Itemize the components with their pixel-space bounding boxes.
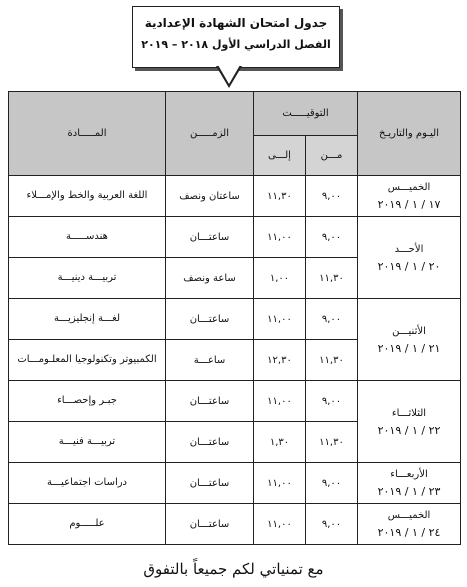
day-name: الأربعـــاء — [390, 469, 428, 480]
header-subject: المـــــادة — [9, 92, 166, 176]
exam-duration: ساعتـــان — [166, 422, 254, 463]
day-name: الأثنيـــن — [392, 325, 426, 337]
start-time: ٩,٠٠ — [306, 463, 358, 504]
exam-duration: ساعتـــان — [166, 299, 254, 340]
header-from: مـــن — [306, 136, 358, 176]
closing-note: مع تمنياتي لكم جميعاً بالتفوق — [143, 560, 324, 578]
exam-title: جدول امتحان الشهادة الإعدادية — [144, 16, 328, 30]
start-time: ٩,٠٠ — [306, 299, 358, 340]
start-time: ١١,٣٠ — [306, 340, 358, 381]
subject-name: هندســـــة — [9, 217, 166, 258]
end-time: ١١,٣٠ — [254, 176, 306, 217]
title-box — [132, 6, 340, 68]
start-time: ١١,٣٠ — [306, 258, 358, 299]
header-to: إلـــى — [254, 136, 306, 176]
subject-name: تربيـــة دينيـــة — [9, 258, 166, 299]
exam-date: ٢١ / ١ / ٢٠١٩ — [377, 341, 441, 355]
day-date-cell — [358, 504, 461, 545]
day-name: الأحـــد — [394, 243, 424, 255]
exam-date: ٢٠ / ١ / ٢٠١٩ — [377, 259, 441, 273]
start-time: ٩,٠٠ — [306, 176, 358, 217]
table-row — [9, 217, 461, 258]
table-row — [9, 381, 461, 422]
start-time: ٩,٠٠ — [306, 217, 358, 258]
day-date-cell — [358, 299, 461, 381]
exam-date: ٢٢ / ١ / ٢٠١٩ — [377, 423, 441, 437]
exam-duration: ساعـــة — [166, 340, 254, 381]
start-time: ١١,٣٠ — [306, 422, 358, 463]
end-time: ١١,٠٠ — [254, 299, 306, 340]
exam-duration: ساعتـــان — [166, 504, 254, 545]
subject-name: علـــــوم — [9, 504, 166, 545]
day-date-cell — [358, 217, 461, 299]
exam-duration: ساعة ونصف — [166, 258, 254, 299]
exam-duration: ساعتـــان — [166, 381, 254, 422]
exam-schedule-table — [8, 91, 461, 545]
day-name: الخميـــس — [387, 182, 431, 193]
end-time: ١,٠٠ — [254, 258, 306, 299]
header-duration: الزمـــــن — [166, 92, 254, 176]
day-date-cell — [358, 381, 461, 463]
table-row — [9, 176, 461, 217]
exam-duration: ساعتـــان — [166, 217, 254, 258]
end-time: ١,٣٠ — [254, 422, 306, 463]
subject-name: جبـر وإحصـــاء — [9, 381, 166, 422]
exam-subtitle: الفصل الدراسي الأول ٢٠١٨ – ٢٠١٩ — [141, 38, 331, 51]
exam-date: ١٧ / ١ / ٢٠١٩ — [377, 198, 441, 211]
subject-name: اللغة العربية والخط والإمـــلاء — [9, 176, 166, 217]
subject-name: الكمبيوتر وتكنولوجيا المعلـومـــات — [9, 340, 166, 381]
subject-name: تربيـــة فنيـــة — [9, 422, 166, 463]
schedule-body — [9, 176, 461, 545]
header-day-date: اليـوم والتاريـخ — [358, 92, 461, 176]
start-time: ٩,٠٠ — [306, 504, 358, 545]
day-date-cell — [358, 176, 461, 217]
exam-date: ٢٣ / ١ / ٢٠١٩ — [377, 485, 441, 498]
day-name: الخميـــس — [387, 510, 431, 521]
table-row — [9, 299, 461, 340]
exam-duration: ساعتـــان — [166, 463, 254, 504]
subject-name: لغـــة إنجليزيـــة — [9, 299, 166, 340]
exam-duration: ساعتان ونصف — [166, 176, 254, 217]
exam-date: ٢٤ / ١ / ٢٠١٩ — [377, 526, 441, 539]
end-time: ١١,٠٠ — [254, 381, 306, 422]
end-time: ١٢,٣٠ — [254, 340, 306, 381]
day-name: الثلاثـــاء — [391, 407, 427, 419]
header-timing: التوقيـــــت — [254, 92, 358, 136]
end-time: ١١,٠٠ — [254, 504, 306, 545]
end-time: ١١,٠٠ — [254, 217, 306, 258]
table-row — [9, 504, 461, 545]
table-row — [9, 463, 461, 504]
day-date-cell — [358, 463, 461, 504]
end-time: ١١,٠٠ — [254, 463, 306, 504]
subject-name: دراسات اجتماعيـــة — [9, 463, 166, 504]
start-time: ٩,٠٠ — [306, 381, 358, 422]
